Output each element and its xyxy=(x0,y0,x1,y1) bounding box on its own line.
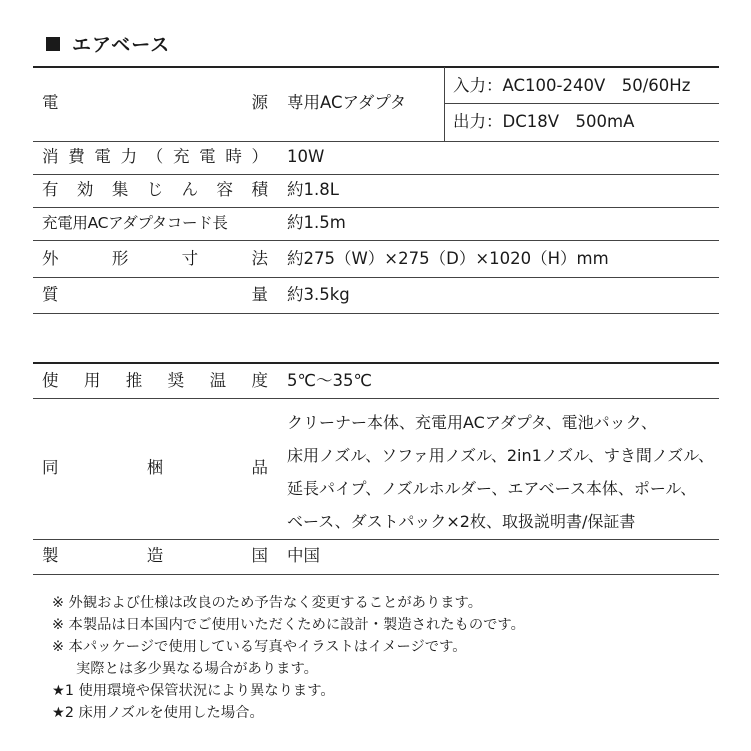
table2-top-rule xyxy=(33,362,719,364)
row-rule xyxy=(33,174,719,175)
dimensions-label: 外 形 寸 法 xyxy=(42,249,268,268)
power-output: 出力：DC18V 500mA xyxy=(453,112,635,131)
row-rule xyxy=(33,398,719,399)
footnote: ★2 床用ノズルを使用した場合。 xyxy=(52,705,264,721)
section-title: エアベース xyxy=(72,34,171,56)
table-bottom-rule xyxy=(33,313,719,314)
cord-label: 充電用ACアダプタコード長 xyxy=(42,214,228,232)
row-rule xyxy=(33,240,719,241)
footnote: ★1 使用環境や保管状況により異なります。 xyxy=(52,683,335,699)
section-heading xyxy=(46,30,170,57)
list-item: 延長パイプ、ノズルホルダー、エアベース本体、ポール、 xyxy=(287,479,697,498)
mass-value: 約3.5kg xyxy=(287,285,350,304)
row-rule xyxy=(33,539,719,540)
table2-bottom-rule xyxy=(33,574,719,575)
temperature-value: 5℃〜35℃ xyxy=(287,371,373,390)
footnotes xyxy=(52,592,525,724)
capacity-label: 有 効 集 じ ん 容 積 xyxy=(42,180,268,199)
consumption-label: 消 費 電 力 （ 充 電 時 ） xyxy=(42,147,268,166)
square-bullet-icon xyxy=(46,37,60,51)
origin-label: 製 造 国 xyxy=(42,546,268,565)
dimensions-value: 約275（W）×275（D）×1020（H）mm xyxy=(287,249,609,268)
footnote: ※ 本製品は日本国内でご使用いただくために設計・製造されたものです。 xyxy=(52,617,525,633)
mass-label: 質 量 xyxy=(42,285,268,304)
cord-value: 約1.5m xyxy=(287,213,346,232)
list-item: クリーナー本体、充電用ACアダプタ、電池パック、 xyxy=(287,413,657,432)
contents-label: 同 梱 品 xyxy=(42,458,268,477)
consumption-value: 10W xyxy=(287,147,325,166)
power-divider xyxy=(444,67,445,141)
footnote: ※ 外観および仕様は改良のため予告なく変更することがあります。 xyxy=(52,595,482,611)
footnote: 実際とは多少異なる場合があります。 xyxy=(76,661,318,677)
contents-list xyxy=(287,406,714,538)
row-rule xyxy=(33,207,719,208)
origin-value: 中国 xyxy=(287,546,320,565)
power-sub-rule xyxy=(444,103,719,104)
temperature-label: 使 用 推 奨 温 度 xyxy=(42,371,268,390)
list-item: ベース、ダストパック×2枚、取扱説明書/保証書 xyxy=(287,512,636,531)
power-label: 電 源 xyxy=(42,93,268,112)
row-rule xyxy=(33,141,719,142)
power-input: 入力：AC100-240V 50/60Hz xyxy=(453,76,691,95)
table-top-rule xyxy=(33,66,719,68)
capacity-value: 約1.8L xyxy=(287,180,339,199)
row-rule xyxy=(33,277,719,278)
list-item: 床用ノズル、ソファ用ノズル、2in1ノズル、すき間ノズル、 xyxy=(287,446,714,465)
footnote: ※ 本パッケージで使用している写真やイラストはイメージです。 xyxy=(52,639,467,655)
power-value: 専用ACアダプタ xyxy=(287,93,407,112)
